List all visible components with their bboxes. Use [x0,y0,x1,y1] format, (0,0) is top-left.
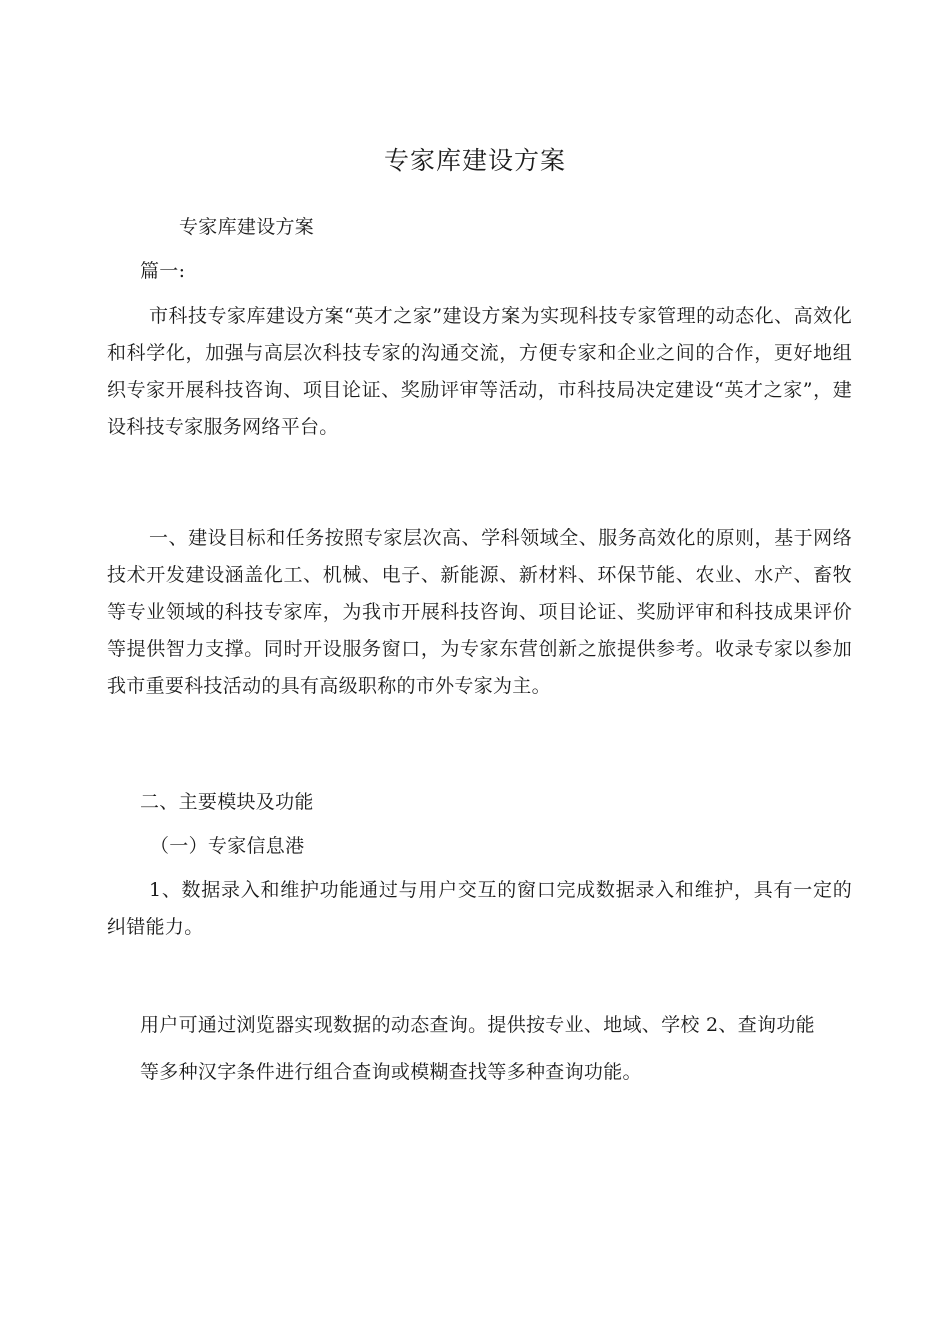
paragraph-intro: 市科技专家库建设方案“英才之家”建设方案为实现科技专家管理的动态化、高效化和科学化，加强与高层次科技专家的沟通交流，方便专家和企业之间的合作，更好地组织专家开展科技咨询、项目论证、奖励评审等活动，市科技局决定建设“英才之家”，建设科技专家服务网络平台。 [107,305,852,438]
document-subtitle: 专家库建设方案 [179,216,315,238]
paragraph-goals: 一、建设目标和任务按照专家层次高、学科领域全、服务高效化的原则，基于网络技术开发建设涵盖化工、机械、电子、新能源、新材料、环保节能、农业、水产、畜牧等专业领域的科技专家库，为我市开展科技咨询、项目论证、奖励评审和科技成果评价等提供智力支撑。同时开设服务窗口，为专家东营创新之旅提供参考。收录专家以参加我市重要科技活动的具有高级职称的市外专家为主。 [107,527,852,697]
section-label: 篇一: [140,260,186,282]
heading-modules: 二、主要模块及功能 [140,791,314,813]
document-title: 专家库建设方案 [383,146,566,175]
subheading-expert-info: （一）专家信息港 [150,835,305,857]
paragraph-query-line2: 等多种汉字条件进行组合查询或模糊查找等多种查询功能。 [140,1061,642,1083]
paragraph-query-line1: 用户可通过浏览器实现数据的动态查询。提供按专业、地域、学校 2、查询功能 [140,1014,815,1036]
paragraph-data-entry: 1、数据录入和维护功能通过与用户交互的窗口完成数据录入和维护，具有一定的纠错能力。 [107,879,852,938]
